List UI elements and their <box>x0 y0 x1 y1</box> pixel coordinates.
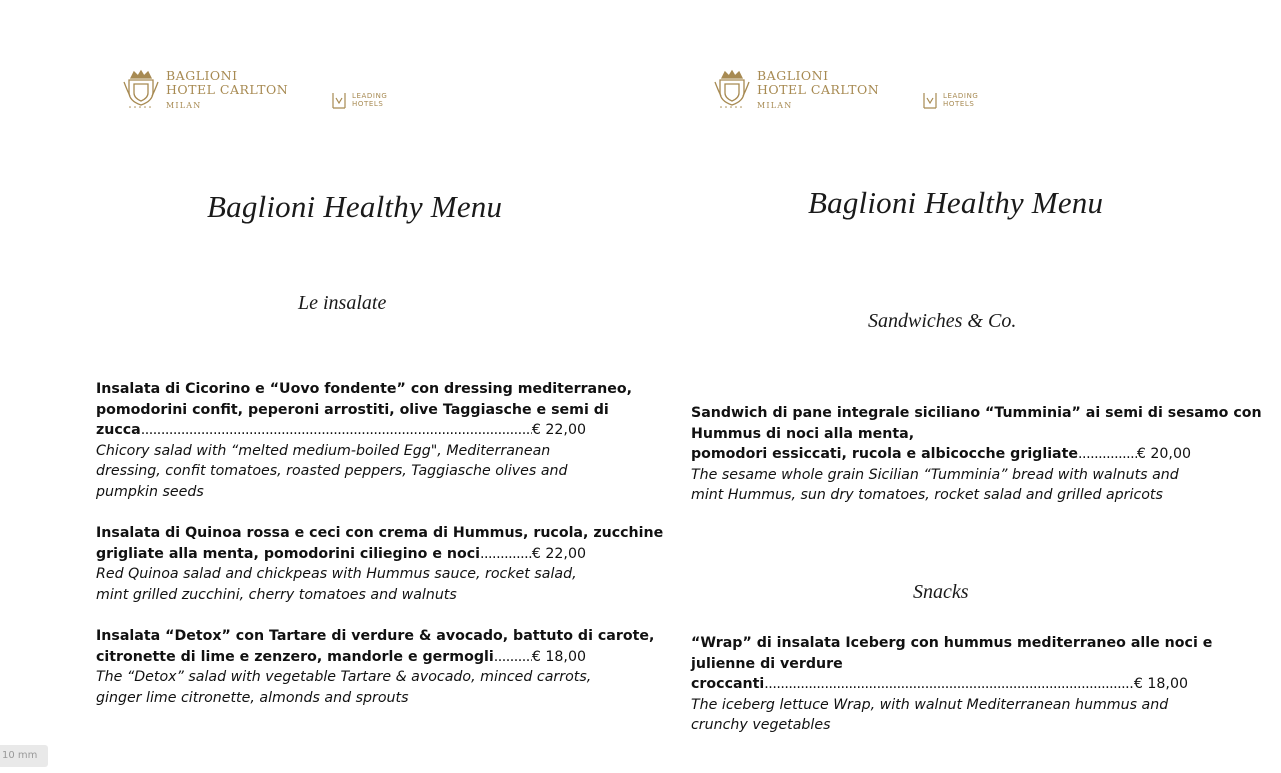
menu-page-right <box>640 0 1281 773</box>
menu-item-name <box>96 626 655 647</box>
leading-hotels-logo <box>331 90 411 110</box>
menu-item-description-line: The iceberg lettuce Wrap, with walnut Mediterranean hummus and <box>691 696 1169 713</box>
menu-item-description-line: Red Quinoa salad and chickpeas with Hummus sauce, rocket salad, <box>96 566 577 583</box>
sandwich-list <box>691 403 1262 506</box>
menu-title: Baglioni Healthy Menu <box>808 185 1104 220</box>
brand-line-1: BAGLIONI <box>757 68 829 83</box>
menu-item-price: € 22,00 <box>531 545 586 562</box>
dot-leader <box>141 420 532 441</box>
menu-item-description-line: crunchy vegetables <box>691 717 831 734</box>
section-title-sandwiches: Sandwiches & Co. <box>868 310 1017 332</box>
menu-item-price-line <box>96 420 586 441</box>
menu-item-description-line: mint grilled zucchini, cherry tomatoes and walnuts <box>96 586 457 603</box>
menu-item <box>96 523 664 605</box>
snack-list <box>691 633 1213 736</box>
menu-item-description-line: The “Detox” salad with vegetable Tartare & avocado, minced carrots, <box>96 669 592 686</box>
section-title-snacks: Snacks <box>913 581 969 603</box>
crest-icon <box>121 68 161 108</box>
menu-item <box>96 626 655 708</box>
menu-item-description <box>691 465 1191 506</box>
partner-line-1: LEADING <box>943 92 979 100</box>
menu-item-name-line: Insalata di Quinoa rossa e ceci con crema di Hummus, rucola, zucchine <box>96 525 664 542</box>
brand-city: MILAN <box>166 101 202 110</box>
hotel-logo <box>121 66 421 114</box>
menu-item-description-line: pumpkin seeds <box>96 483 204 500</box>
menu-item-description-line: mint Hummus, sun dry tomatoes, rocket salad and grilled apricots <box>691 487 1163 504</box>
menu-item-name-last: croccanti <box>691 676 765 693</box>
dot-leader <box>764 674 1134 695</box>
brand-name <box>757 69 879 113</box>
menu-title: Baglioni Healthy Menu <box>207 189 503 224</box>
leading-hotels-logo <box>922 90 1002 110</box>
menu-item-description <box>96 667 592 708</box>
brand-line-2: HOTEL CARLTON <box>757 82 880 97</box>
menu-item-name <box>691 403 1262 444</box>
menu-item-price: € 22,00 <box>531 422 586 439</box>
menu-item-description <box>96 441 586 503</box>
menu-item-price-line <box>691 444 1191 465</box>
menu-item-name <box>691 633 1213 674</box>
menu-item-name-last: zucca <box>96 422 141 439</box>
menu-item-name-line: Insalata di Cicorino e “Uovo fondente” con dressing mediterraneo, <box>96 381 632 397</box>
menu-item-name <box>96 379 632 420</box>
menu-item-price: € 18,00 <box>531 648 586 665</box>
dot-leader <box>494 647 532 668</box>
measurement-badge: 10 mm <box>0 745 48 767</box>
menu-item <box>96 379 632 503</box>
partner-line-1: LEADING <box>352 92 388 100</box>
crest-icon <box>712 68 752 108</box>
menu-item-price: € 20,00 <box>1136 446 1191 463</box>
menu-item-name-line: pomodorini confit, peperoni arrostiti, olive Taggiasche e semi di <box>96 401 609 418</box>
dot-leader <box>1078 444 1137 465</box>
menu-item-description <box>691 695 1188 736</box>
menu-item-price-line <box>96 647 586 668</box>
leading-hotels-icon <box>331 90 347 110</box>
menu-item-description-line: The sesame whole grain Sicilian “Tumminia” bread with walnuts and <box>691 466 1179 483</box>
brand-line-2: HOTEL CARLTON <box>166 82 289 97</box>
hotel-logo <box>712 66 1012 114</box>
menu-item-name-last: citronette di lime e zenzero, mandorle e germogli <box>96 648 494 665</box>
menu-item <box>691 633 1213 736</box>
menu-item-name-line: julienne di verdure <box>691 655 843 672</box>
menu-item-name-line: Insalata “Detox” con Tartare di verdure & avocado, battuto di carote, <box>96 628 655 645</box>
partner-line-2: HOTELS <box>943 100 975 108</box>
menu-item-name-last: pomodori essiccati, rucola e albicocche grigliate <box>691 446 1079 463</box>
menu-item-name-line: “Wrap” di insalata Iceberg con hummus mediterraneo alle noci e <box>691 635 1213 651</box>
salad-list <box>96 379 664 709</box>
menu-item-name-line: Hummus di noci alla menta, <box>691 425 915 442</box>
dot-leader <box>480 544 532 565</box>
leading-hotels-icon <box>922 90 938 110</box>
menu-item-price-line <box>96 544 586 565</box>
menu-item-name-line: Sandwich di pane integrale siciliano “Tumminia” ai semi di sesamo con <box>691 405 1262 421</box>
menu-item <box>691 403 1262 506</box>
menu-item-price-line <box>691 674 1188 695</box>
menu-item-description-line: Chicory salad with “melted medium-boiled Egg", Mediterranean <box>96 442 551 459</box>
brand-city: MILAN <box>757 101 793 110</box>
menu-item-description-line: ginger lime citronette, almonds and sprouts <box>96 689 409 706</box>
section-title-insalate: Le insalate <box>298 292 387 314</box>
brand-name <box>166 69 288 113</box>
menu-item-name <box>96 523 664 544</box>
brand-line-1: BAGLIONI <box>166 68 238 83</box>
menu-item-name-last: grigliate alla menta, pomodorini ciliegino e noci <box>96 545 481 562</box>
menu-item-price: € 18,00 <box>1133 676 1188 693</box>
menu-item-description-line: dressing, confit tomatoes, roasted peppers, Taggiasche olives and <box>96 463 568 480</box>
partner-line-2: HOTELS <box>352 100 384 108</box>
menu-item-description <box>96 564 586 605</box>
